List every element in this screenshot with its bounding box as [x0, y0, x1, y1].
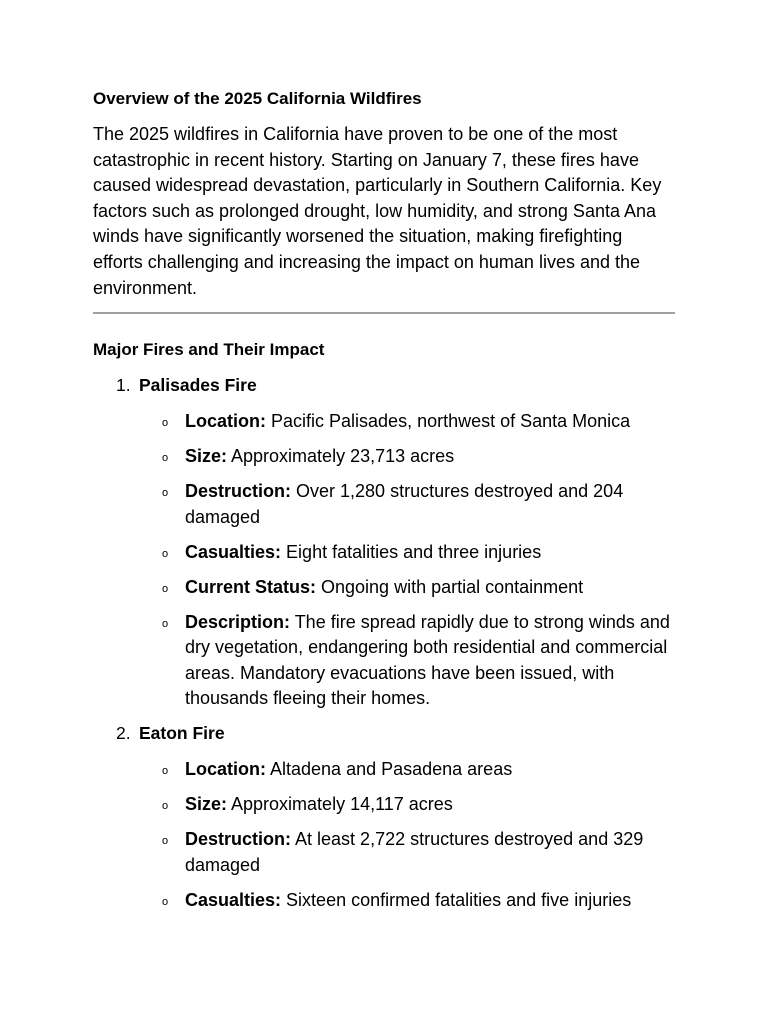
detail-item-casualties: [93, 540, 675, 566]
detail-text: Altadena and Pasadena areas: [266, 759, 513, 780]
detail-text: Ongoing with partial containment: [316, 576, 584, 597]
fire-details-list: [93, 409, 675, 712]
detail-label: Current Status:: [185, 576, 317, 597]
bullet-icon: o: [162, 800, 169, 813]
detail-item-location: [93, 757, 675, 783]
fire-item-eaton: [93, 721, 675, 913]
fire-details-list: [93, 757, 675, 913]
overview-heading: Overview of the 2025 California Wildfires: [93, 89, 422, 108]
detail-item-description: [93, 610, 675, 712]
fire-list: [93, 373, 675, 913]
fire-name: Eaton Fire: [139, 723, 225, 744]
detail-item-status: [93, 575, 675, 601]
detail-item-destruction: [93, 827, 675, 878]
detail-text: Over 1,280 structures destroyed and 204 damaged: [185, 481, 624, 527]
fire-item-palisades: [93, 373, 675, 712]
major-fires-heading: Major Fires and Their Impact: [93, 340, 325, 360]
bullet-icon: o: [162, 417, 169, 430]
document-page: [93, 86, 675, 923]
detail-text: The fire spread rapidly due to strong winds and dry vegetation, endangering both residential and commercial areas. Mandatory evacuations have been issued, with thousands fleeing their homes.: [185, 611, 670, 709]
detail-item-size: [93, 792, 675, 818]
detail-label: Location:: [185, 411, 266, 432]
detail-text: Sixteen confirmed fatalities and five injuries: [281, 889, 632, 910]
detail-text: Approximately 14,117 acres: [227, 794, 453, 815]
fire-title-row: [93, 373, 675, 398]
fire-number: 2.: [116, 723, 131, 744]
detail-label: Destruction:: [185, 829, 292, 850]
bullet-icon: o: [162, 547, 169, 560]
fire-name: Palisades Fire: [139, 375, 257, 396]
fire-number: 1.: [116, 375, 131, 396]
detail-text: Approximately 23,713 acres: [227, 446, 455, 467]
detail-item-casualties: [93, 888, 675, 914]
detail-label: Casualties:: [185, 889, 282, 910]
detail-label: Destruction:: [185, 481, 292, 502]
detail-label: Size:: [185, 794, 228, 815]
horizontal-divider: [93, 312, 675, 314]
bullet-icon: o: [162, 835, 169, 848]
detail-label: Description:: [185, 611, 291, 632]
bullet-icon: o: [162, 765, 169, 778]
detail-text: At least 2,722 structures destroyed and 329 damaged: [185, 829, 644, 875]
detail-label: Casualties:: [185, 541, 282, 562]
detail-text: Eight fatalities and three injuries: [281, 541, 542, 562]
bullet-icon: o: [162, 582, 169, 595]
bullet-icon: o: [162, 895, 169, 908]
detail-label: Size:: [185, 446, 228, 467]
bullet-icon: o: [162, 487, 169, 500]
bullet-icon: o: [162, 617, 169, 630]
bullet-icon: o: [162, 452, 169, 465]
detail-item-size: [93, 444, 675, 470]
fire-title-row: [93, 721, 675, 746]
detail-item-location: [93, 409, 675, 435]
detail-text: Pacific Palisades, northwest of Santa Monica: [266, 411, 631, 432]
detail-label: Location:: [185, 759, 266, 780]
detail-item-destruction: [93, 479, 675, 530]
overview-paragraph: The 2025 wildfires in California have proven to be one of the most catastrophic in recent history. Starting on January 7, these fires have caused widespread devastation, particularly in Southern California. Key factors such as prolonged drought, low humidity, and strong Santa Ana winds have significantly worsened the situation, making firefighting efforts challenging and increasing the impact on human lives and the environment.: [93, 124, 662, 298]
